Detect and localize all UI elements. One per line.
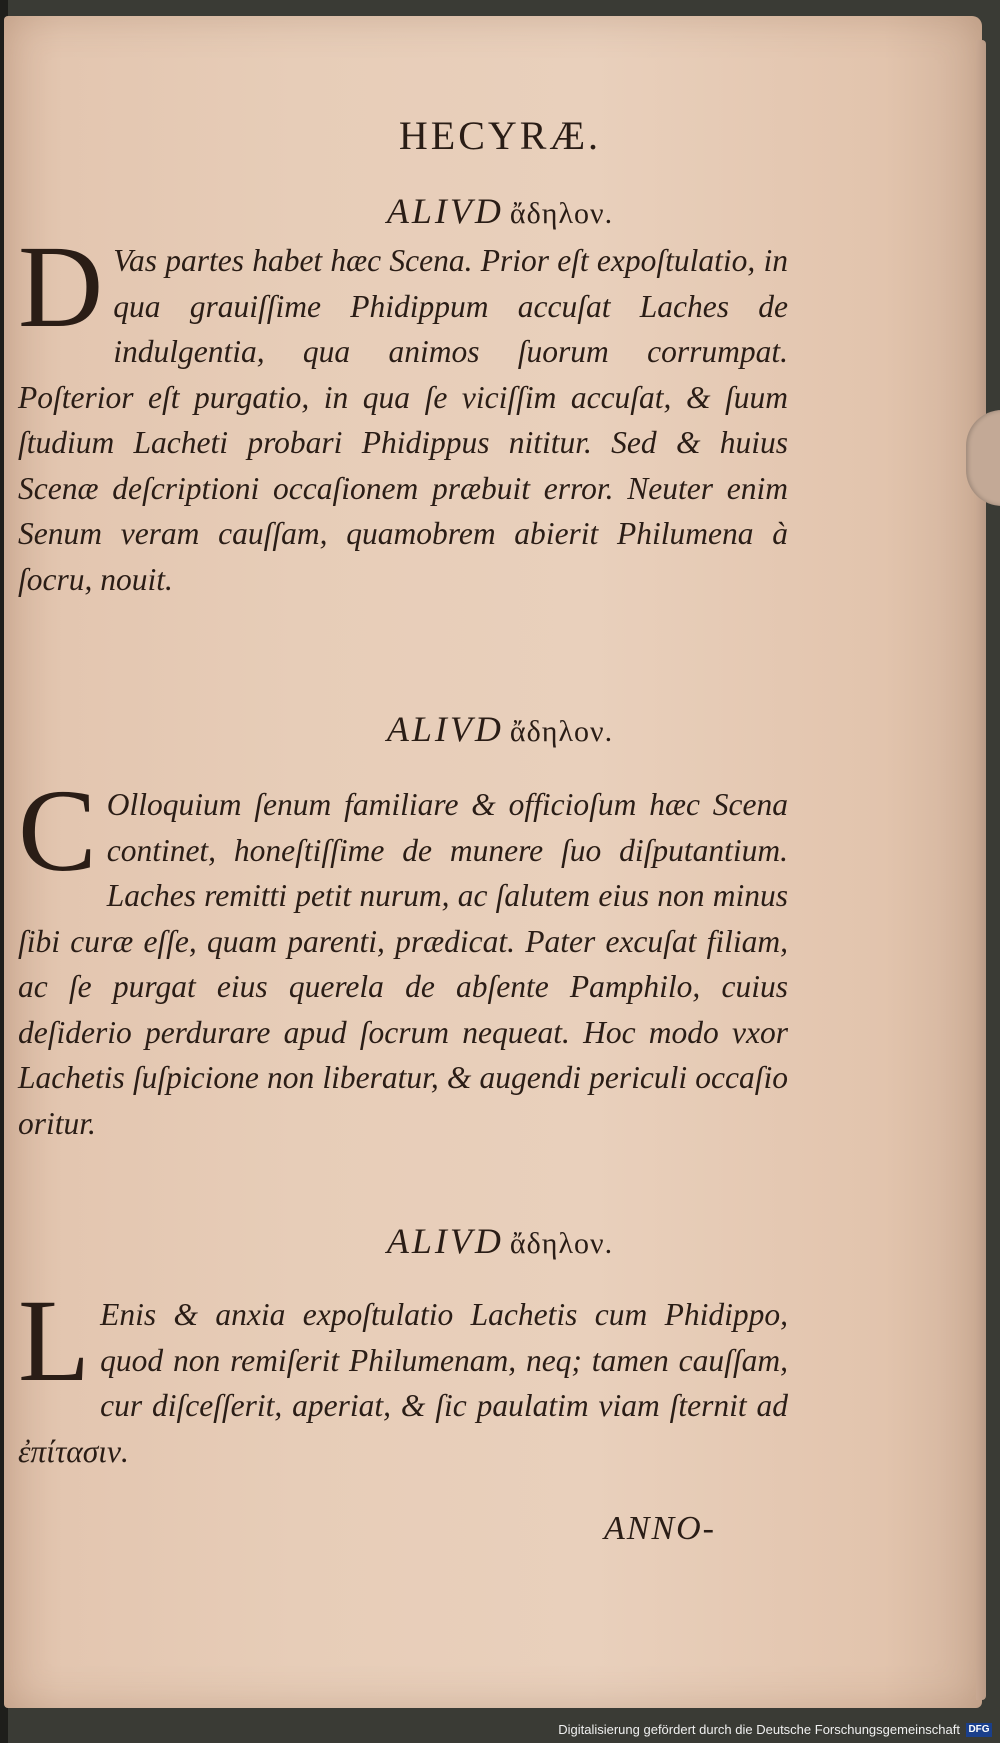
- paragraph-2: [18, 765, 788, 1146]
- page-edge: [976, 40, 986, 1700]
- section-heading-latin: ALIVD: [386, 709, 504, 749]
- drop-cap-initial: D: [18, 221, 104, 352]
- paragraph-text: Olloquium ſenum familiare & officioſum hæc Scena continet, honeſtiſſime de munere ſuo diſputantium. Laches remitti petit nurum, ac ſalutem eius non minus ſibi curæ eſſe, quam parenti, prædicat. Pater excuſat filiam, ac ſe purgat eius querela de abſente Pamphilo, cuius deſiderio perdurare apud ſocrum nequeat. Hoc modo vxor Lachetis ſuſpicione non liberatur, & augendi periculi occaſio oritur.: [18, 787, 788, 1141]
- section-heading-3: [0, 1220, 1000, 1262]
- section-heading-latin: ALIVD: [386, 1221, 504, 1261]
- drop-cap-initial: C: [18, 765, 97, 896]
- dfg-logo-icon: DFG: [966, 1723, 992, 1737]
- drop-cap-initial: L: [18, 1275, 91, 1406]
- paragraph-1: [18, 221, 788, 602]
- section-heading-greek: ἄδηλον.: [509, 197, 614, 230]
- section-heading-1: [0, 190, 1000, 232]
- section-heading-greek: ἄδηλον.: [509, 715, 614, 748]
- paragraph-text: Enis & anxia expoſtulatio Lachetis cum Phidippo, quod non remiſerit Philumenam, neq; tamen cauſſam, cur diſceſſerit, aperiat, & ſic paulatim viam ſternit ad ἐπίτασιν.: [18, 1297, 788, 1469]
- running-header: HECYRÆ.: [398, 113, 602, 158]
- catchword: ANNO-: [604, 1510, 716, 1547]
- paragraph-3: [18, 1275, 788, 1474]
- paragraph-text: Vas partes habet hæc Scena. Prior eſt expoſtulatio, in qua grauiſſime Phidippum accuſat Laches de indulgentia, qua animos ſuorum corrumpat. Poſterior eſt purgatio, in qua ſe viciſſim accuſat, & ſuum ſtudium Lacheti probari Phidippus nititur. Sed & huius Scenæ deſcriptioni occaſionem præbuit error. Neuter enim Senum veram cauſſam, quamobrem abierit Philumena à ſocru, nouit.: [18, 243, 788, 597]
- section-heading-latin: ALIVD: [386, 191, 504, 231]
- funding-credit: Digitalisierung gefördert durch die Deutsche Forschungsgemeinschaft: [558, 1722, 960, 1737]
- digitization-footer: [558, 1722, 992, 1737]
- section-heading-greek: ἄδηλον.: [509, 1227, 614, 1260]
- section-heading-2: [0, 708, 1000, 750]
